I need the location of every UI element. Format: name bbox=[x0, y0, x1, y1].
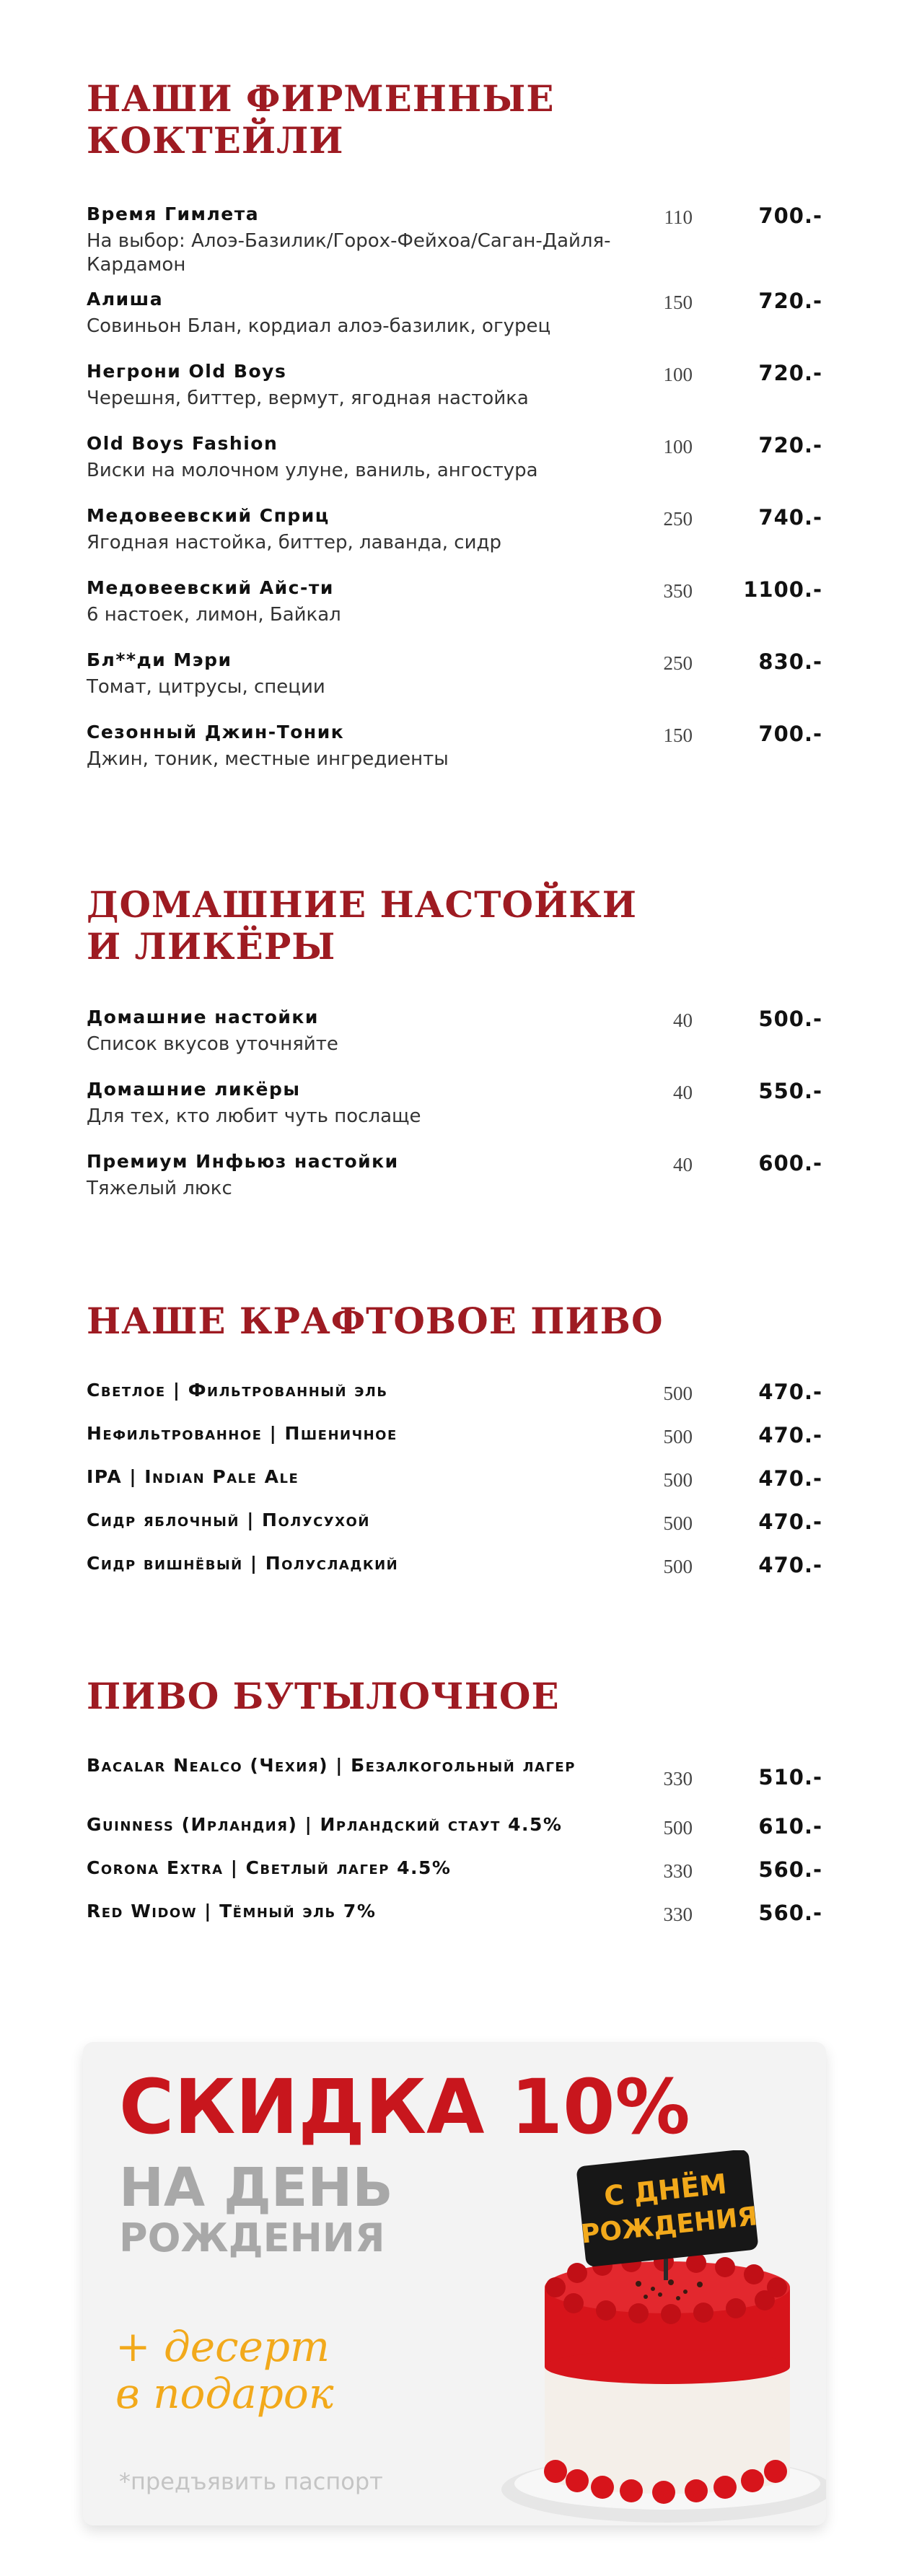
list-item bbox=[87, 1077, 822, 1149]
item-price: 830.- bbox=[758, 649, 822, 674]
item-name: Red Widow | Тёмный эль 7% bbox=[87, 1901, 377, 1922]
item-volume: 150 bbox=[663, 292, 693, 313]
section-title: НАШЕ КРАФТОВОЕ ПИВО bbox=[87, 1300, 664, 1342]
item-volume: 250 bbox=[663, 652, 693, 674]
item-name: Corona Extra | Светлый лагер 4.5% bbox=[87, 1857, 452, 1878]
item-price: 610.- bbox=[758, 1814, 822, 1839]
item-name: Негрони Old Boys bbox=[87, 361, 287, 382]
item-name: Время Гимлета bbox=[87, 203, 260, 224]
sign-text-line-1: С ДНЁМ bbox=[602, 2168, 729, 2212]
item-price: 700.- bbox=[758, 203, 822, 228]
item-volume: 40 bbox=[673, 1082, 693, 1103]
section-title bbox=[87, 884, 822, 968]
item-description: 6 настоек, лимон, Байкал bbox=[87, 604, 341, 626]
item-name: Guinness (Ирландия) | Ирландский стаут 4.5% bbox=[87, 1814, 563, 1835]
item-name: Домашние настойки bbox=[87, 1007, 319, 1028]
item-description: Черешня, биттер, вермут, ягодная настойка bbox=[87, 387, 529, 409]
item-volume: 500 bbox=[663, 1512, 693, 1534]
item-description: Виски на молочном улуне, ваниль, ангостура bbox=[87, 460, 538, 481]
item-price: 470.- bbox=[758, 1423, 822, 1447]
list-item bbox=[87, 720, 822, 792]
item-name: Сидр яблочный | Полусухой bbox=[87, 1510, 370, 1530]
liqueurs-section bbox=[87, 884, 822, 968]
item-price: 720.- bbox=[758, 433, 822, 457]
item-price: 560.- bbox=[758, 1901, 822, 1925]
item-price: 510.- bbox=[758, 1765, 822, 1789]
item-volume: 250 bbox=[663, 508, 693, 530]
list-item bbox=[87, 202, 822, 287]
item-volume: 110 bbox=[664, 206, 693, 228]
item-price: 720.- bbox=[758, 289, 822, 313]
item-name: Bacalar Nealco (Чехия) | Безалкогольный лагер bbox=[87, 1755, 576, 1776]
item-volume: 500 bbox=[663, 1426, 693, 1447]
list-item bbox=[87, 648, 822, 720]
list-item bbox=[87, 576, 822, 648]
title-line-1: НАШИ ФИРМЕННЫЕ bbox=[87, 77, 555, 120]
item-description: Ягодная настойка, биттер, лаванда, сидр bbox=[87, 532, 501, 553]
sign-text-line-2: РОЖДЕНИЯ bbox=[579, 2202, 759, 2250]
list-item bbox=[87, 1421, 822, 1465]
craft-beer-section bbox=[87, 1300, 822, 1342]
item-description: Тяжелый люкс bbox=[87, 1178, 232, 1199]
item-volume: 500 bbox=[663, 1817, 693, 1839]
list-item bbox=[87, 1899, 822, 1942]
item-description: Для тех, кто любит чуть послаще bbox=[87, 1105, 421, 1127]
birthday-discount-banner bbox=[83, 2042, 826, 2525]
cocktails-list bbox=[87, 202, 822, 792]
list-item bbox=[87, 1149, 822, 1222]
item-name: Медовеевский Айс-ти bbox=[87, 577, 334, 598]
cocktails-section bbox=[87, 78, 822, 162]
title-line-1: ДОМАШНИЕ НАСТОЙКИ bbox=[87, 883, 637, 926]
item-price: 470.- bbox=[758, 1553, 822, 1577]
banner-subtitle-2: РОЖДЕНИЯ bbox=[119, 2215, 385, 2261]
list-item bbox=[87, 1753, 822, 1813]
item-volume: 500 bbox=[663, 1469, 693, 1491]
item-volume: 330 bbox=[663, 1768, 693, 1789]
list-item bbox=[87, 1508, 822, 1551]
liqueurs-list bbox=[87, 1005, 822, 1222]
item-volume: 100 bbox=[663, 364, 693, 385]
banner-gift-line-2: в подарок bbox=[115, 2369, 334, 2418]
list-item bbox=[87, 1856, 822, 1899]
item-name: Бл**ди Мэри bbox=[87, 649, 232, 670]
item-price: 550.- bbox=[758, 1079, 822, 1103]
item-name: Медовеевский Сприц bbox=[87, 505, 330, 526]
item-name: Алиша bbox=[87, 289, 164, 310]
item-description: Джин, тоник, местные ингредиенты bbox=[87, 748, 449, 770]
item-name: Нефильтрованное | Пшеничное bbox=[87, 1423, 398, 1444]
item-price: 470.- bbox=[758, 1380, 822, 1404]
birthday-cake-image bbox=[487, 2150, 826, 2525]
item-volume: 100 bbox=[663, 436, 693, 457]
item-price: 470.- bbox=[758, 1510, 822, 1534]
bottled-beer-list bbox=[87, 1753, 822, 1942]
list-item bbox=[87, 359, 822, 431]
item-price: 720.- bbox=[758, 361, 822, 385]
craft-beer-list bbox=[87, 1378, 822, 1595]
item-volume: 330 bbox=[663, 1903, 693, 1925]
bottled-beer-section bbox=[87, 1675, 822, 1717]
item-price: 470.- bbox=[758, 1466, 822, 1491]
cake-red-rim bbox=[545, 2349, 790, 2384]
item-name: Светлое | Фильтрованный эль bbox=[87, 1380, 388, 1401]
list-item bbox=[87, 1813, 822, 1856]
item-description: Совиньон Блан, кордиал алоэ-базилик, огурец bbox=[87, 315, 551, 337]
item-volume: 150 bbox=[663, 724, 693, 746]
item-price: 1100.- bbox=[743, 577, 822, 602]
item-price: 740.- bbox=[758, 505, 822, 530]
item-volume: 500 bbox=[663, 1383, 693, 1404]
item-name: Сезонный Джин-Тоник bbox=[87, 722, 345, 742]
list-item bbox=[87, 1551, 822, 1595]
list-item bbox=[87, 287, 822, 359]
list-item bbox=[87, 431, 822, 504]
title-line-2: И ЛИКЁРЫ bbox=[87, 925, 336, 968]
list-item bbox=[87, 1465, 822, 1508]
banner-gift-line-1: + десерт bbox=[115, 2322, 330, 2371]
section-title bbox=[87, 78, 822, 162]
item-price: 600.- bbox=[758, 1151, 822, 1175]
item-volume: 330 bbox=[663, 1860, 693, 1882]
banner-footnote: *предъявить паспорт bbox=[119, 2468, 383, 2495]
list-item bbox=[87, 1378, 822, 1421]
title-line-2: КОКТЕЙЛИ bbox=[87, 119, 344, 162]
item-name: IPA | Indian Pale Ale bbox=[87, 1466, 299, 1487]
item-name: Сидр вишнёвый | Полусладкий bbox=[87, 1553, 399, 1574]
list-item bbox=[87, 504, 822, 576]
banner-title: СКИДКА 10% bbox=[119, 2063, 690, 2151]
item-volume: 40 bbox=[673, 1009, 693, 1031]
item-name: Old Boys Fashion bbox=[87, 433, 278, 454]
item-price: 500.- bbox=[758, 1007, 822, 1031]
item-price: 700.- bbox=[758, 722, 822, 746]
item-description: Список вкусов уточняйте bbox=[87, 1033, 338, 1055]
item-price: 560.- bbox=[758, 1857, 822, 1882]
item-description: Томат, цитрусы, специи bbox=[87, 676, 325, 698]
section-title: ПИВО БУТЫЛОЧНОЕ bbox=[87, 1675, 560, 1717]
item-volume: 40 bbox=[673, 1154, 693, 1175]
list-item bbox=[87, 1005, 822, 1077]
item-name: Домашние ликёры bbox=[87, 1079, 301, 1100]
item-volume: 500 bbox=[663, 1556, 693, 1577]
banner-subtitle-1: НА ДЕНЬ bbox=[119, 2157, 393, 2219]
item-description: На выбор: Алоэ-Базилик/Горох-Фейхоа/Саган-Дайля-Кардамон bbox=[87, 230, 611, 276]
item-volume: 350 bbox=[663, 580, 693, 602]
item-name: Премиум Инфьюз настойки bbox=[87, 1151, 399, 1172]
